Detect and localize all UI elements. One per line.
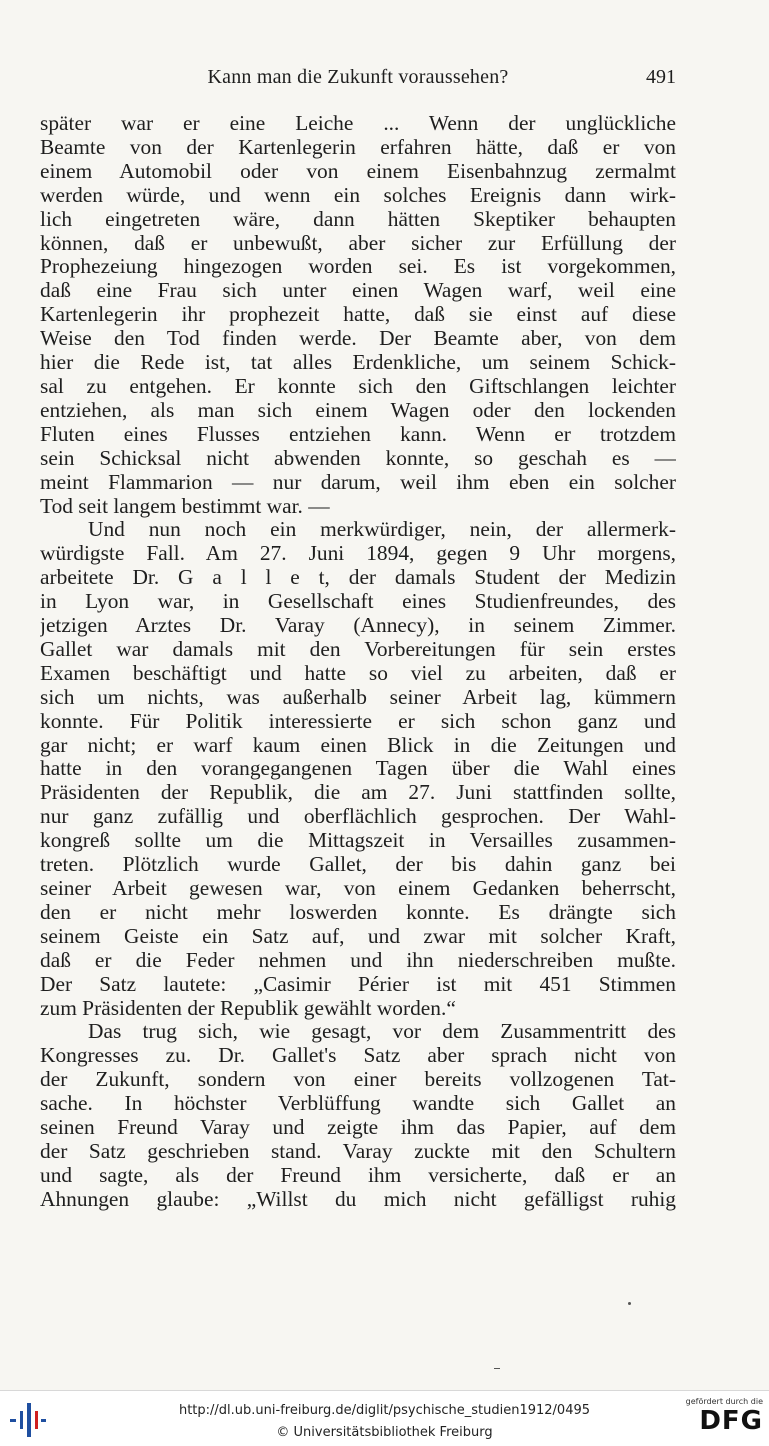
text-line: der Satz geschrieben stand. Varay zuckte mit den Schultern <box>40 1139 676 1163</box>
text-line: sich um nichts, was außerhalb seiner Arbeit lag, kümmern <box>40 685 676 709</box>
body-text <box>40 112 676 1212</box>
text-line: Ahnungen glaube: „Willst du mich nicht gefälligst ruhig <box>40 1187 676 1211</box>
dfg-logo[interactable] <box>679 1397 763 1441</box>
text-line: nur ganz zufällig und oberflächlich gesprochen. Der Wahl- <box>40 805 676 829</box>
text-line: seinen Freund Varay und zeigte ihm das Papier, auf dem <box>40 1116 676 1140</box>
text-line: den er nicht mehr loswerden konnte. Es drängte sich <box>40 900 676 924</box>
text-line: arbeitete Dr. G a l l e t, der damals Student der Medizin <box>40 566 676 590</box>
text-line: kongreß sollte um die Mittagszeit in Versailles zusammen- <box>40 829 676 853</box>
text-line: Weise den Tod finden werde. Der Beamte aber, von dem <box>40 327 676 351</box>
text-line: treten. Plötzlich wurde Gallet, der bis dahin ganz bei <box>40 853 676 877</box>
text-line: lich eingetreten wäre, dann hätten Skeptiker behaupten <box>40 207 676 231</box>
text-line: Fluten eines Flusses entziehen kann. Wenn er trotzdem <box>40 422 676 446</box>
text-line: sal zu entgehen. Er konnte sich den Giftschlangen leichter <box>40 374 676 398</box>
viewer-footer <box>0 1390 769 1446</box>
text-line: daß er die Feder nehmen und ihn niederschreiben mußte. <box>40 948 676 972</box>
text-line: Examen beschäftigt und hatte so viel zu arbeiten, daß er <box>40 661 676 685</box>
text-line: sein Schicksal nicht abwenden konnte, so geschah es — <box>40 446 676 470</box>
text-line: einem Automobil oder von einem Eisenbahnzug zermalmt <box>40 159 676 183</box>
text-line: können, daß er unbewußt, aber sicher zur Erfüllung der <box>40 231 676 255</box>
text-line: jetzigen Arztes Dr. Varay (Annecy), in seinem Zimmer. <box>40 614 676 638</box>
text-line: hatte in den vorangegangenen Tagen über die Wahl eines <box>40 757 676 781</box>
running-head <box>40 66 676 96</box>
text-line: Beamte von der Kartenlegerin erfahren hätte, daß er von <box>40 135 676 159</box>
text-line: daß eine Frau sich unter einen Wagen warf, weil eine <box>40 279 676 303</box>
text-line: später war er eine Leiche ... Wenn der unglückliche <box>40 112 676 135</box>
text-line: Kongresses zu. Dr. Gallet's Satz aber sprach nicht von <box>40 1044 676 1068</box>
dfg-funding-note: gefördert durch die <box>685 1397 763 1406</box>
text-line: Der Satz lautete: „Casimir Périer ist mit 451 Stimmen <box>40 972 676 996</box>
scan-speck <box>494 1368 500 1369</box>
text-line: gar nicht; er warf kaum einen Blick in die Zeitungen und <box>40 733 676 757</box>
text-line: seinem Geiste ein Satz auf, und zwar mit solcher Kraft, <box>40 924 676 948</box>
text-line: sache. In höchster Verblüffung wandte sich Gallet an <box>40 1092 676 1116</box>
text-line: zum Präsidenten der Republik gewählt worden.“ <box>40 996 456 1020</box>
document-url[interactable]: http://dl.ub.uni-freiburg.de/diglit/psychische_studien1912/0495 <box>178 1403 591 1418</box>
text-line: Das trug sich, wie gesagt, vor dem Zusammentritt des <box>88 1020 676 1044</box>
running-title: Kann man die Zukunft voraussehen? <box>207 66 509 88</box>
dfg-wordmark: DFG <box>699 1406 763 1436</box>
text-line: entziehen, als man sich einem Wagen oder den lockenden <box>40 398 676 422</box>
text-line: würdigste Fall. Am 27. Juni 1894, gegen 9 Uhr morgens, <box>40 542 676 566</box>
text-line: Gallet war damals mit den Vorbereitungen für sein erstes <box>40 637 676 661</box>
text-line: seiner Arbeit gewesen war, von einem Gedanken beherrscht, <box>40 877 676 900</box>
text-line: in Lyon war, in Gesellschaft eines Studienfreundes, des <box>40 590 676 614</box>
text-line: Präsidenten der Republik, die am 27. Juni stattfinden sollte, <box>40 781 676 805</box>
text-line: Prophezeiung hingezogen worden sei. Es ist vorgekommen, <box>40 255 676 279</box>
text-line: werden würde, und wenn ein solches Ereignis dann wirk- <box>40 183 676 207</box>
text-line: Und nun noch ein merkwürdiger, nein, der allermerk- <box>88 518 676 542</box>
text-line: meint Flammarion — nur darum, weil ihm eben ein solcher <box>40 470 676 494</box>
page-number: 491 <box>646 66 676 88</box>
text-line: der Zukunft, sondern von einer bereits vollzogenen Tat- <box>40 1068 676 1092</box>
copyright-notice: © Universitätsbibliothek Freiburg <box>276 1425 493 1440</box>
scan-speck <box>628 1302 631 1305</box>
text-line: und sagte, als der Freund ihm versicherte, daß er an <box>40 1163 676 1187</box>
text-line: hier die Rede ist, tat alles Erdenkliche, um seinem Schick- <box>40 351 676 375</box>
text-line: Tod seit langem bestimmt war. — <box>40 494 330 518</box>
text-line: Kartenlegerin ihr prophezeit hatte, daß sie einst auf diese <box>40 303 676 327</box>
text-line: konnte. Für Politik interessierte er sich schon ganz und <box>40 709 676 733</box>
